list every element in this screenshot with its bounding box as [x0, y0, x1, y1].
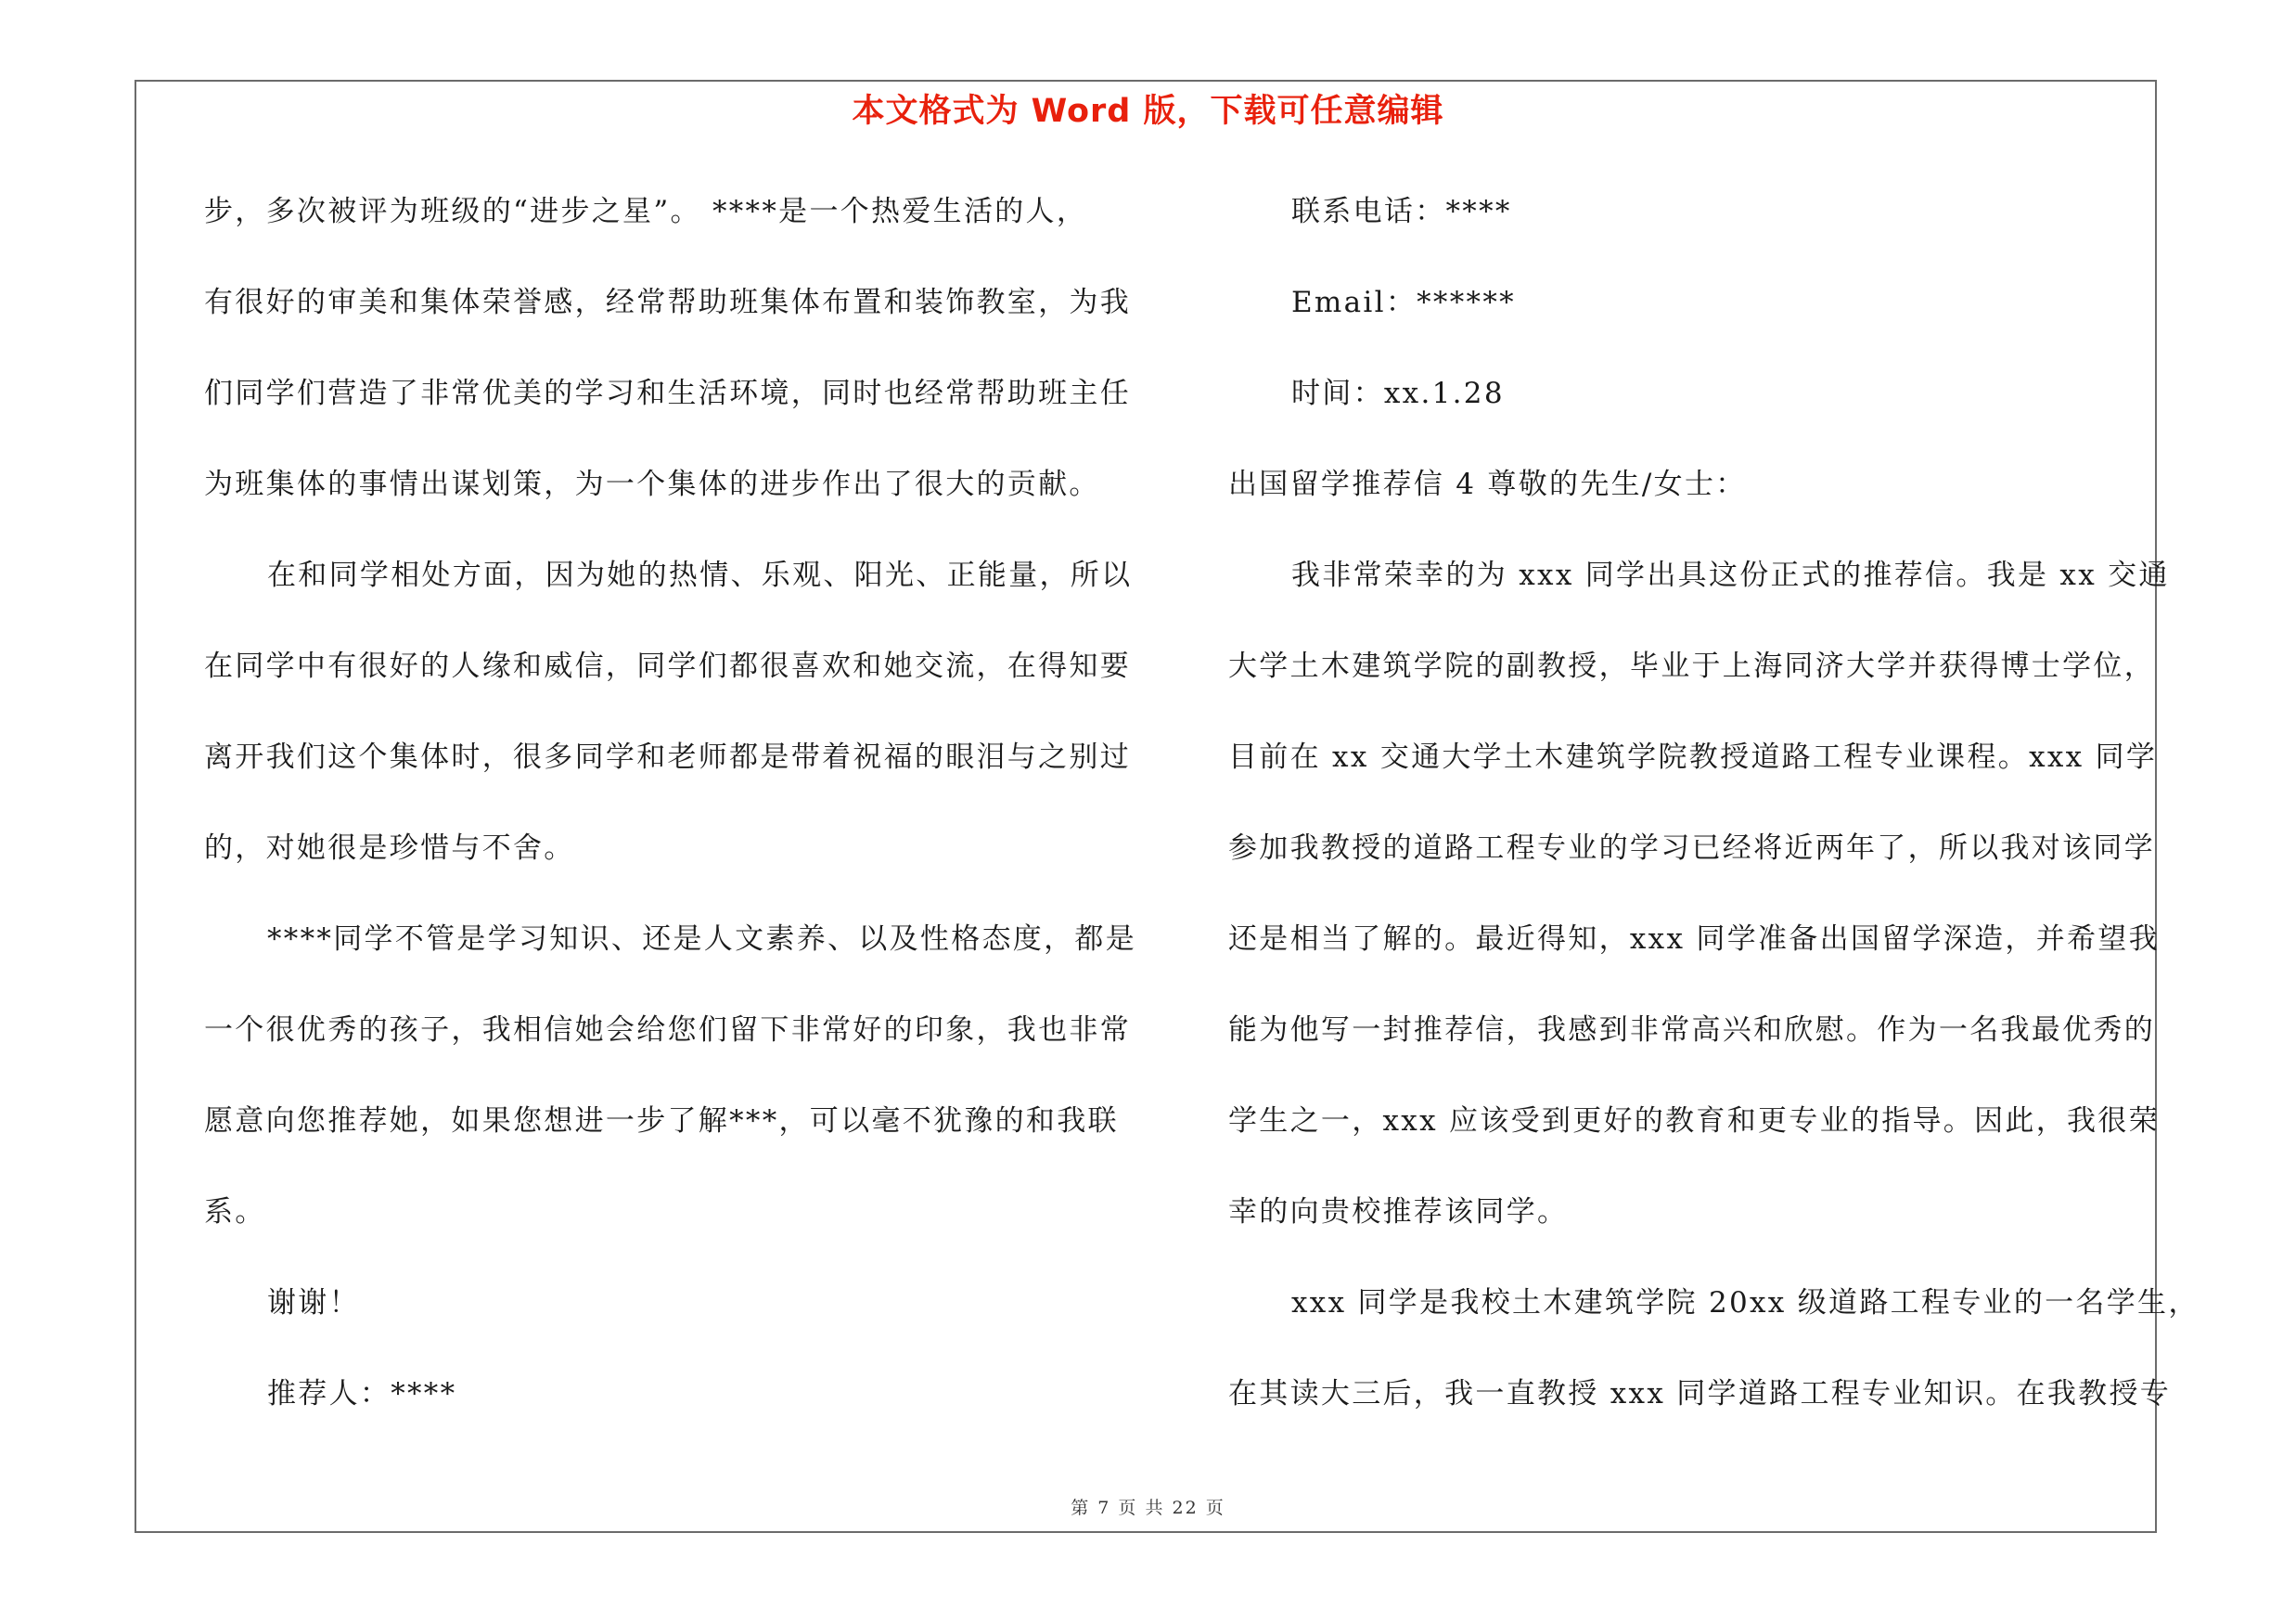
- text-line: 参加我教授的道路工程专业的学习已经将近两年了，所以我对该同学: [1228, 831, 2155, 865]
- text-line: 我非常荣幸的为 xxx 同学出具这份正式的推荐信。我是 xx 交通: [1291, 559, 2170, 592]
- text-line: 联系电话：****: [1291, 195, 1512, 228]
- text-line: 还是相当了解的。最近得知，xxx 同学准备出国留学深造，并希望我: [1228, 922, 2160, 956]
- text-line: xxx 同学是我校土木建筑学院 20xx 级道路工程专业的一名学生，: [1291, 1286, 2200, 1320]
- text-line: 愿意向您推荐她，如果您想进一步了解***，可以毫不犹豫的和我联: [204, 1104, 1119, 1138]
- page-number: 第 7 页 共 22 页: [1071, 1498, 1225, 1518]
- text-line: 幸的向贵校推荐该同学。: [1228, 1195, 1569, 1229]
- text-line: 系。: [204, 1195, 266, 1229]
- text-line: 推荐人：****: [267, 1377, 457, 1410]
- text-line: 离开我们这个集体时，很多同学和老师都是带着祝福的眼泪与之别过: [204, 741, 1131, 774]
- text-line: 大学土木建筑学院的副教授，毕业于上海同济大学并获得博士学位，: [1228, 650, 2155, 683]
- text-line: 在和同学相处方面，因为她的热情、乐观、阳光、正能量，所以: [267, 559, 1133, 592]
- text-line: 目前在 xx 交通大学土木建筑学院教授道路工程专业课程。xxx 同学: [1228, 741, 2158, 774]
- text-line: 在同学中有很好的人缘和威信，同学们都很喜欢和她交流，在得知要: [204, 650, 1131, 683]
- text-line: 在其读大三后，我一直教授 xxx 同学道路工程专业知识。在我教授专: [1228, 1377, 2172, 1410]
- text-line: ****同学不管是学习知识、还是人文素养、以及性格态度，都是: [267, 922, 1136, 956]
- format-banner: 本文格式为 Word 版，下载可任意编辑: [852, 93, 1444, 130]
- text-line: 步，多次被评为班级的“进步之星”。 ****是一个热爱生活的人，: [204, 195, 1088, 228]
- text-line: 学生之一，xxx 应该受到更好的教育和更专业的指导。因此，我很荣: [1228, 1104, 2160, 1138]
- text-line: 出国留学推荐信 4 尊敬的先生/女士：: [1228, 468, 1747, 501]
- text-line: Email：******: [1291, 286, 1516, 319]
- text-line: 一个很优秀的孩子，我相信她会给您们留下非常好的印象，我也非常: [204, 1013, 1131, 1047]
- left-text-column: [204, 184, 1136, 1457]
- text-line: 谢谢！: [267, 1286, 360, 1320]
- text-line: 有很好的审美和集体荣誉感，经常帮助班集体布置和装饰教室，为我: [204, 286, 1131, 319]
- text-line: 为班集体的事情出谋划策，为一个集体的进步作出了很大的贡献。: [204, 468, 1100, 501]
- right-text-column: [1228, 184, 2200, 1457]
- text-line: 能为他写一封推荐信，我感到非常高兴和欣慰。作为一名我最优秀的: [1228, 1013, 2155, 1047]
- text-line: 的，对她很是珍惜与不舍。: [204, 831, 575, 865]
- text-line: 时间：xx.1.28: [1291, 377, 1505, 410]
- text-line: 们同学们营造了非常优美的学习和生活环境，同时也经常帮助班主任: [204, 377, 1131, 410]
